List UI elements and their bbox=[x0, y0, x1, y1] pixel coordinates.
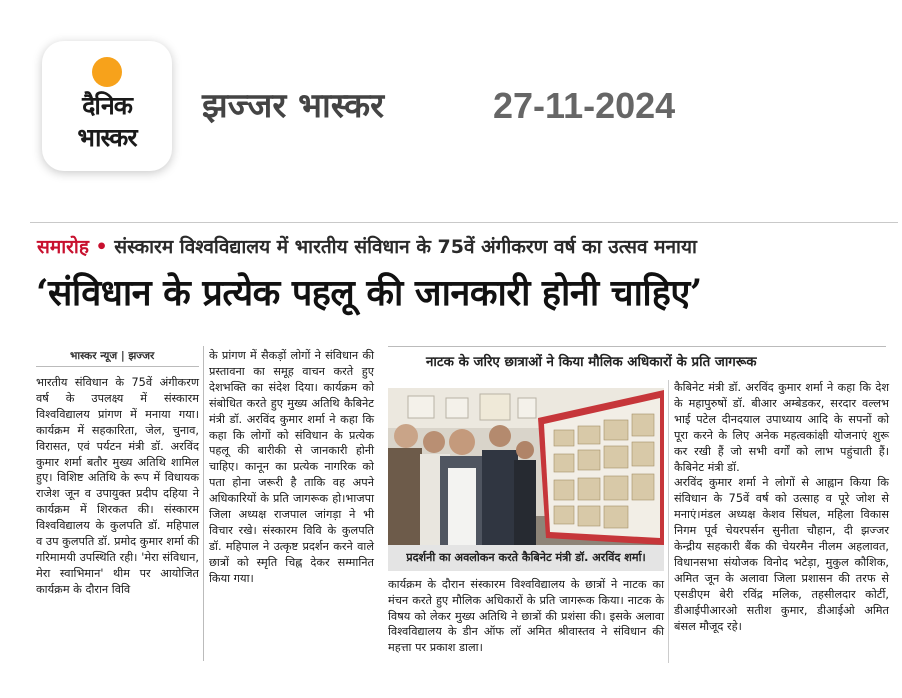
column-1-text: भारतीय संविधान के 75वें अंगीकरण वर्ष के उपलक्ष्य में संस्कारम विश्वविद्यालय प्रांगण में मनाया गया। कार्यक्रम में सहकारिता, जेल, चुनाव, विरासत, एवं पर्यटन मंत्री डॉ. अरविंद कुमार शर्मा बतौर मुख्य अतिथि शामिल हुए। विशिष्ट अतिथि के रूप में विधायक राजेश जून व उपायुक्त प्रदीप दहिया ने कार्यक्रम में शिरकत की। संस्कारम विश्वविद्यालय के कुलपति डॉ. महिपाल व उप कुलपति डॉ. प्रमोद कुमार शर्मा की गरिमामयी उपस्थिति रही। 'मेरा संविधान, मेरा स्वाभिमान' थीम पर आयोजित कार्यक्रम के दौरान विवि bbox=[36, 376, 199, 596]
column-3-text: कार्यक्रम के दौरान संस्कारम विश्वविद्यालय के छात्रों ने नाटक का मंचन करते हुए मौलिक अधिकारों के प्रति जागरूक किया। नाटक के विषय को लेकर मुख्य अतिथि ने छात्रों की प्रशंसा की। इसके अलावा विश्वविद्यालय के डीन ऑफ लॉ अमित श्रीवास्तव ने संविधान की महत्ता पर प्रकाश डाला। bbox=[388, 578, 664, 655]
header-divider bbox=[30, 222, 898, 223]
edition-date: 27-11-2024 bbox=[493, 85, 676, 126]
column-4-paragraph-1: कैबिनेट मंत्री डॉ. अरविंद कुमार शर्मा ने कहा कि देश के महापुरुषों डॉ. बीआर अम्बेडकर, सरदार वल्लभ भाई पटेल दीनदयाल उपाध्याय आदि के सपनों को पूरा करने के लिए अनेक महत्वकांक्षी योजनाएं शुरू कर रखी हैं जो सभी वर्गों को लाभ पहुंचाती हैं। कैबिनेट मंत्री डॉ. bbox=[674, 381, 889, 474]
kicker bbox=[37, 233, 697, 261]
article-column-2 bbox=[209, 348, 374, 587]
photo-caption: प्रदर्शनी का अवलोकन करते कैबिनेट मंत्री डॉ. अरविंद शर्मा। bbox=[388, 545, 664, 571]
kicker-text: संस्कारम विश्वविद्यालय में भारतीय संविधान के 75वें अंगीकरण वर्ष का उत्सव मनाया bbox=[114, 236, 697, 258]
subheadline: नाटक के जरिए छात्राओं ने किया मौलिक अधिकारों के प्रति जागरूक bbox=[426, 355, 757, 370]
byline: भास्कर न्यूज | झज्जर bbox=[70, 350, 155, 362]
dainik-bhaskar-logo bbox=[42, 41, 172, 171]
column-divider bbox=[203, 346, 204, 661]
edition-name: झज्जर भास्कर bbox=[202, 86, 385, 126]
byline-divider bbox=[36, 366, 199, 367]
logo-line-2: भास्कर bbox=[77, 123, 137, 152]
column-2-text: के प्रांगण में सैकड़ों लोगों ने संविधान की प्रस्तावना का समूह वाचन करते हुए देशभक्ति का संदेश दिया। कार्यक्रम को संबोधित करते हुए मुख्य अतिथि कैबिनेट मंत्री डॉ. अरविंद कुमार शर्मा ने कहा कि कहा कि लोगों को संविधान के प्रत्येक पहलू की बारीकी से जानकारी होनी चाहिए। कानून का प्रत्येक नागरिक को पता होना जरूरी है ताकि वह अपने अधिकारियों के प्रति जागरूक हो।भाजपा जिला अध्यक्ष राजपाल जांगड़ा ने भी विचार रखे। संस्कारम विवि के कुलपति डॉ. महिपाल ने उत्कृष्ट प्रदर्शन करने वाले छात्रों को स्मृति चिह्न देकर सम्मानित किया गया। bbox=[209, 349, 374, 585]
exhibition-photo bbox=[388, 388, 664, 545]
subhead-divider bbox=[388, 346, 886, 347]
article-column-3 bbox=[388, 577, 664, 656]
headline: ‘संविधान के प्रत्येक पहलू की जानकारी होनी चाहिए’ bbox=[36, 272, 702, 314]
news-photo bbox=[388, 388, 664, 545]
column-divider bbox=[668, 380, 669, 663]
kicker-label: समारोह • bbox=[37, 236, 108, 258]
column-4-paragraph-2: अरविंद कुमार शर्मा ने लोगों से आह्वान किया कि संविधान के 75वें वर्ष को उत्साह व पूरे जोश से मनाएं।मंडल अध्यक्ष केशव सिंघल, महिला विकास निगम पूर्व चेयरपर्सन सुनीता चौहान, दी झज्जर केन्द्रीय सहकारी बैंक की चेयरमैन नीलम अहलावत, विधानसभा संयोजक विनोद भटेड़ा, मुकुल कौशिक, अमित जून के अलावा जिला प्रशासन की तरफ से एसडीएम बेरी रविंद्र मलिक, तहसीलदार कोर्टी, डीआईपीआरओ सतीश कुमार, डीआईओ अमित बंसल मौजूद रहे। bbox=[674, 476, 889, 633]
article-column-4 bbox=[674, 380, 889, 635]
logo-line-1: दैनिक bbox=[82, 91, 132, 120]
sun-icon bbox=[92, 57, 122, 87]
article-column-1 bbox=[36, 375, 199, 598]
